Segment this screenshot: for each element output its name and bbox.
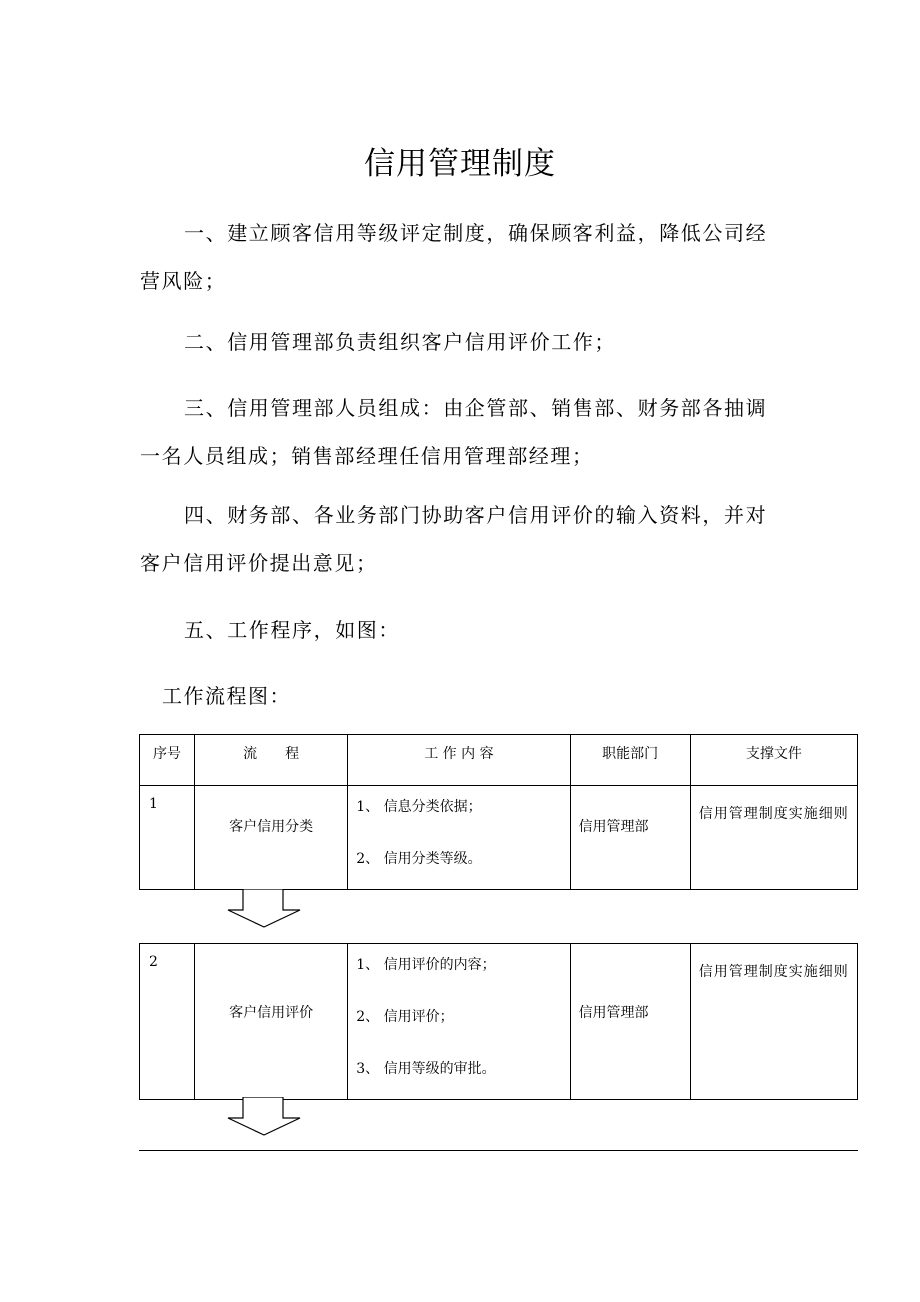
paragraph-5: 五、工作程序，如图： [184,618,400,642]
row-work-items [348,944,570,1100]
paragraph-1: 一、建立顾客信用等级评定制度，确保顾客利益，降低公司经营风险； [140,221,768,293]
row-dept: 信用管理部 [570,944,690,1100]
row-seq: 2 [140,944,195,1100]
document-title: 信用管理制度 [364,146,556,182]
table-header-row [140,735,858,786]
flow-table-2 [139,943,858,1100]
work-item: 2、 信用评价； [356,1009,454,1025]
flow-table-1 [139,734,858,890]
header-dept: 职能部门 [570,735,690,786]
down-arrow-icon [226,1097,302,1137]
work-item: 1、 信用评价的内容； [356,957,496,973]
down-arrow-icon [226,889,302,929]
table-row [140,786,858,890]
table-row [140,944,858,1100]
flowchart-label: 工作流程图： [162,684,291,708]
row-doc: 信用管理制度实施细则 [690,944,857,1100]
paragraph-4: 四、财务部、各业务部门协助客户信用评价的输入资料，并对客户信用评价提出意见； [140,503,768,575]
row-flow: 客户信用评价 [195,944,348,1100]
paragraph-3: 三、信用管理部人员组成：由企管部、销售部、财务部各抽调一名人员组成；销售部经理任信用管理部经理； [140,396,768,468]
page-divider [139,1150,858,1151]
header-work: 工 作 内 容 [348,735,570,786]
work-item: 2、 信用分类等级。 [356,851,482,867]
header-doc: 支撑文件 [690,735,857,786]
header-seq: 序号 [140,735,195,786]
row-seq: 1 [140,786,195,890]
work-item: 3、 信用等级的审批。 [356,1061,496,1077]
header-flow: 流 程 [195,735,348,786]
row-work-items [348,786,570,890]
row-dept: 信用管理部 [570,786,690,890]
row-doc: 信用管理制度实施细则 [690,786,857,890]
paragraph-2: 二、信用管理部负责组织客户信用评价工作； [184,330,616,354]
work-item: 1、 信息分类依据； [356,799,482,815]
row-flow: 客户信用分类 [195,786,348,890]
